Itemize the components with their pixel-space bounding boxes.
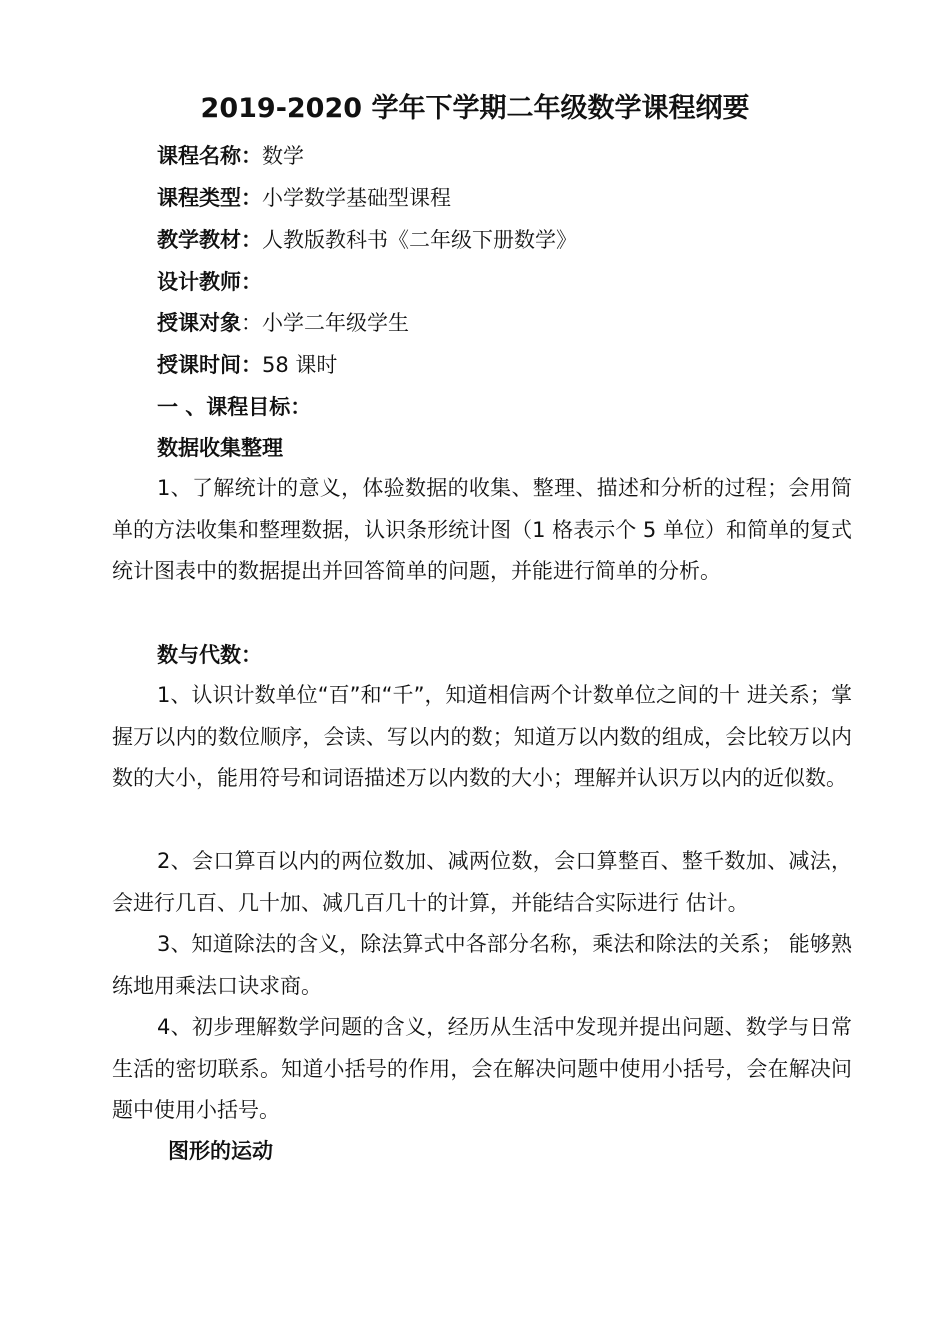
meta-audience (157, 308, 409, 338)
meta-key: 授课对象 (157, 311, 241, 335)
meta-value: 小学数学基础型课程 (262, 186, 451, 210)
meta-value: ：小学二年级学生 (241, 311, 409, 335)
meta-duration (157, 350, 337, 380)
meta-course-name (157, 141, 304, 171)
meta-value: 58 课时 (262, 353, 338, 377)
subsection-heading-data: 数据收集整理 (157, 436, 283, 460)
meta-value: 数学 (262, 144, 304, 168)
meta-textbook (157, 225, 577, 255)
subsection-heading-number: 数与代数： (157, 643, 262, 667)
meta-key: 教学教材： (157, 228, 262, 252)
section-heading-goals: 一 、课程目标： (157, 395, 312, 419)
meta-key: 课程类型： (157, 186, 262, 210)
meta-key: 设计教师： (157, 270, 262, 294)
paragraph-number-4: 4、初步理解数学问题的含义，经历从生活中发现并提出问题、数学与日常生活的密切联系。知道小括号的作用，会在解决问题中使用小括号，会在解决问题中使用小括号。 (112, 1015, 852, 1122)
paragraph-number-3: 3、知道除法的含义，除法算式中各部分名称，乘法和除法的关系； 能够熟练地用乘法口诀求商。 (112, 932, 852, 998)
document-title: 2019-2020 学年下学期二年级数学课程纲要 (200, 93, 750, 124)
paragraph-number-1: 1、认识计数单位“百”和“千”，知道相信两个计数单位之间的十 进关系；掌握万以内的数位顺序，会读、写以内的数；知道万以内数的组成，会比较万以内数的大小，能用符号和词语描述万以内数的大小；理解并认识万以内的近似数。 (112, 683, 852, 790)
meta-designer (157, 267, 262, 297)
meta-course-type (157, 183, 451, 213)
meta-key: 课程名称： (157, 144, 262, 168)
meta-key: 授课时间： (157, 353, 262, 377)
subsection-heading-motion: 图形的运动 (168, 1139, 273, 1163)
meta-value: 人教版教科书《二年级下册数学》 (262, 228, 577, 252)
paragraph-number-2: 2、会口算百以内的两位数加、减两位数，会口算整百、整千数加、减法，会进行几百、几十加、减几百几十的计算，并能结合实际进行 估计。 (112, 849, 852, 915)
paragraph-data-1: 1、了解统计的意义，体验数据的收集、整理、描述和分析的过程；会用简单的方法收集和整理数据，认识条形统计图（1 格表示个 5 单位）和简单的复式统计图表中的数据提出并回答简单的问题，并能进行简单的分析。 (112, 476, 852, 583)
